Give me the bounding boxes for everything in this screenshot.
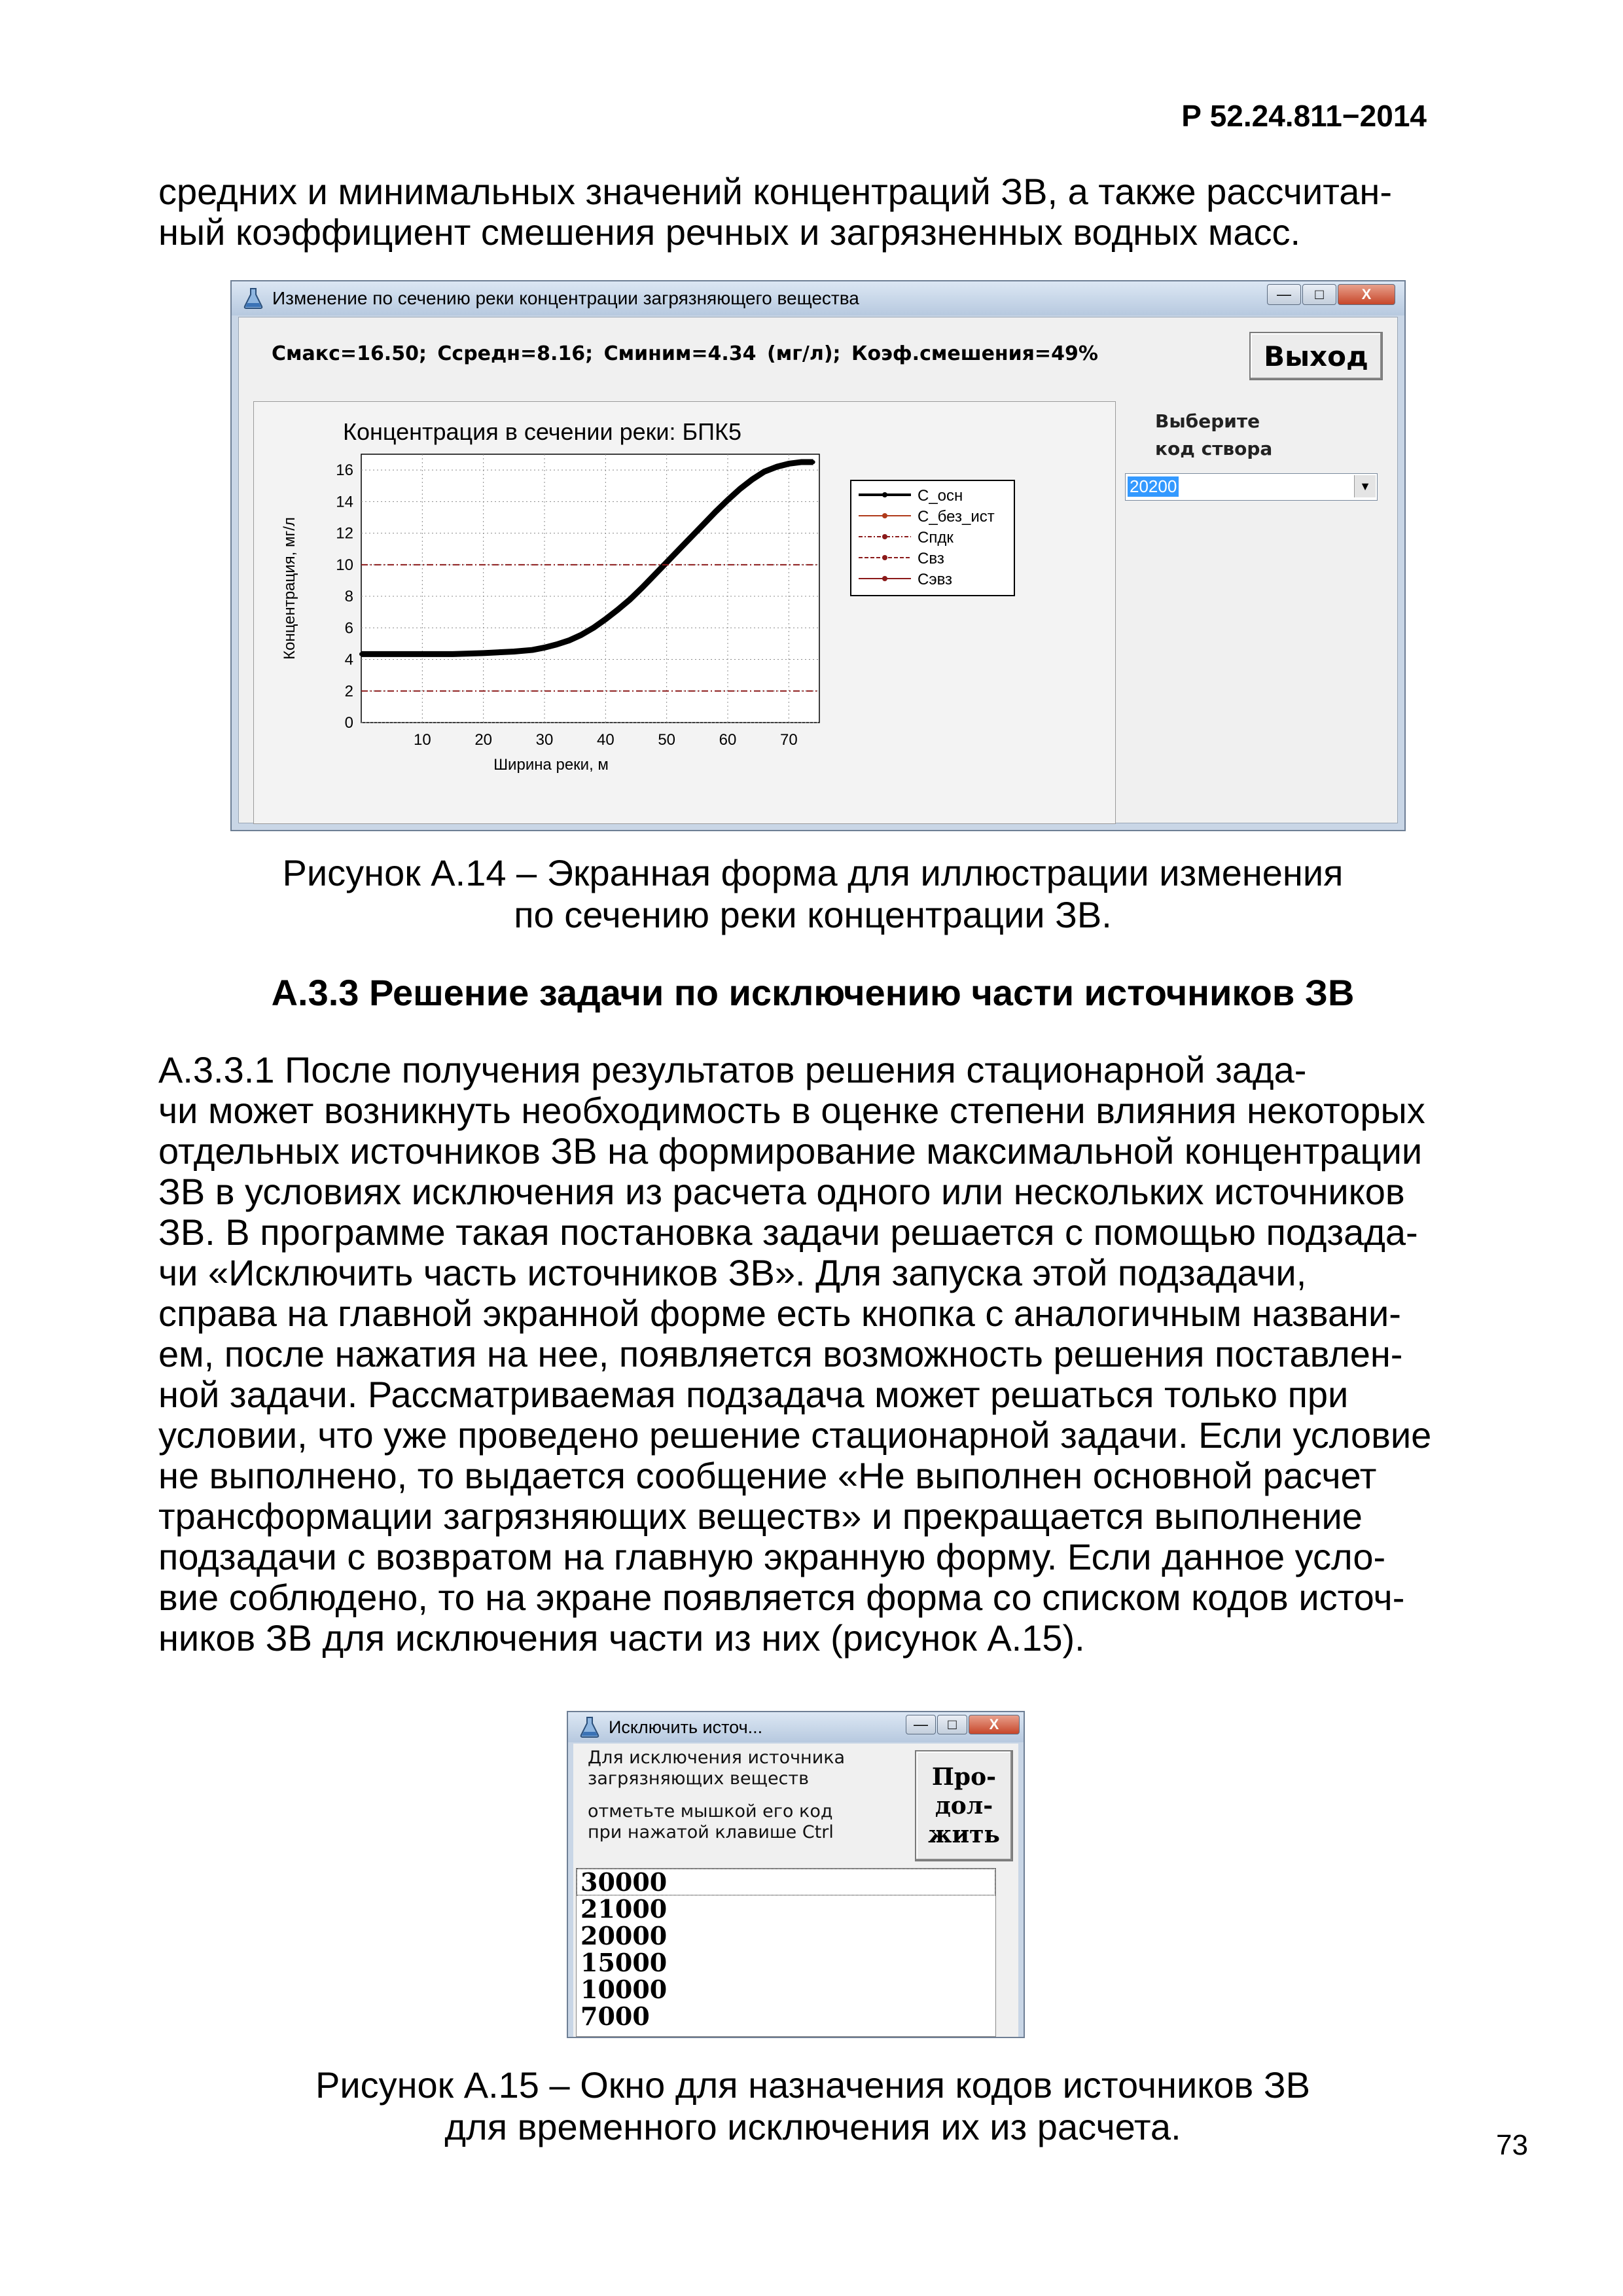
x-tick-label: 40 [596,731,615,749]
concentration-window [230,280,1406,831]
data-point [702,522,705,526]
instruction-line: Для исключения источника [588,1748,846,1768]
page-number: 73 [1496,2129,1528,2161]
intro-paragraph [158,171,1467,253]
y-tick-label: 14 [336,493,353,511]
minimize-button[interactable]: — [1267,284,1301,305]
source-code-item[interactable]: 21000 [580,1894,668,1924]
data-point [555,643,559,647]
data-point [451,652,455,656]
source-code-item[interactable]: 20000 [580,1921,668,1950]
instruction-line: отметьте мышкой его код [588,1801,833,1821]
x-tick-label: 20 [474,731,493,749]
stats-line: Смакс=16.50; Сcредн=8.16; Сминим=4.34 (мг/л); Коэф.смешения=49% [272,342,1098,365]
caption-line: Рисунок А.14 – Экранная форма для иллюстрации изменения [282,852,1344,893]
caption-line: по сечению реки концентрации ЗВ. [514,894,1112,935]
y-axis-label: Концентрация, мг/л [281,517,298,660]
x-tick-label: 60 [719,731,737,749]
minimize-button[interactable]: — [906,1715,936,1734]
continue-label: Про- [931,1763,997,1791]
plot-area [361,454,819,723]
data-point [390,652,394,656]
body-line: справа на главной экранной форме есть кнопка с аналогичным названи- [158,1293,1401,1334]
data-point [726,498,730,502]
window-title: Изменение по сечению реки концентрации загрязняющего вещества [272,288,859,308]
body-line: не выполнено, то выдается сообщение «Не выполнен основной расчет [158,1455,1377,1496]
body-paragraph [158,1050,1467,1659]
data-point [640,586,644,590]
body-line: подзадачи с возвратом на главную экранную форму. Если данное усло- [158,1536,1386,1577]
body-line: чи может возникнуть необходимость в оценке степени влияния некоторых [158,1090,1425,1131]
data-point [775,465,779,469]
data-point [762,470,766,474]
chart-panel [253,401,1116,824]
y-tick-label: 6 [344,619,353,637]
combobox-value: 20200 [1128,476,1179,497]
data-point [530,648,534,652]
chevron-down-icon[interactable]: ▼ [1354,475,1376,497]
data-point [616,608,620,612]
data-point [689,535,693,539]
figure-15-caption [158,2064,1467,2148]
data-point [592,626,596,630]
instruction-line: загрязняющих веществ [588,1768,810,1789]
window-titlebar[interactable] [568,1712,1024,1742]
legend-marker [882,555,887,560]
continue-label: дол- [935,1792,993,1820]
close-button[interactable]: X [969,1715,1020,1734]
select-label-line: код створа [1155,438,1273,459]
x-tick-label: 30 [535,731,554,749]
flask-icon [580,1716,599,1738]
legend-label: Сэвз [918,571,953,588]
y-tick-label: 4 [344,651,353,669]
select-label-line: Выберите [1155,410,1260,432]
data-point [420,652,424,656]
chart-title: Концентрация в сечении реки: БПК5 [343,418,741,445]
continue-button[interactable] [915,1750,1013,1861]
maximize-button[interactable]: □ [1302,284,1336,305]
source-code-list[interactable] [576,1868,996,2037]
y-tick-label: 2 [344,682,353,700]
figure-14-caption [158,852,1467,936]
legend-marker [882,576,887,581]
instruction-text [588,1748,845,1789]
body-line: чи «Исключить часть источников ЗВ». Для запуска этой подзадачи, [158,1252,1307,1293]
instruction-text [588,1801,834,1843]
body-line: условии, что уже проведено решение стационарной задачи. Если условие [158,1414,1432,1456]
legend-label: Спдк [918,529,954,547]
data-point [665,560,669,564]
source-code-item[interactable]: 7000 [580,2001,650,2031]
y-tick-label: 10 [336,556,353,574]
body-line: вие соблюдено, то на экране появляется форма со списком кодов источ- [158,1577,1405,1618]
y-tick-label: 0 [344,714,353,732]
data-point [750,478,754,482]
exit-button[interactable]: Выход [1249,332,1383,380]
legend-label: Свз [918,550,944,567]
data-point [812,460,815,464]
body-line: ЗВ в условиях исключения из расчета одного или нескольких источников [158,1171,1405,1212]
section-heading: А.3.3 Решение задачи по исключению части источников ЗВ [271,972,1355,1013]
window-client [238,317,1398,823]
data-point [713,510,717,514]
legend-label: C_без_ист [918,508,995,526]
document-code: Р 52.24.811−2014 [1181,99,1427,133]
source-code-item[interactable]: 10000 [580,1975,668,2004]
data-point [482,651,486,655]
y-tick-label: 16 [336,461,353,480]
body-line: А.3.3.1 После получения результатов решения стационарной зада- [158,1049,1307,1090]
caption-line: Рисунок А.15 – Окно для назначения кодов источников ЗВ [315,2064,1311,2106]
flask-icon [243,287,263,310]
exclude-sources-window [567,1711,1025,2038]
legend-marker [882,534,887,539]
body-line: ЗВ. В программе такая постановка задачи решается с помощью подзада- [158,1211,1418,1253]
body-line: ем, после нажатия на нее, появляется возможность решения поставлен- [158,1333,1403,1374]
legend-marker [882,492,887,497]
data-point [512,649,516,653]
window-client [573,1744,1018,2037]
y-tick-label: 8 [344,588,353,606]
body-line: ников ЗВ для исключения части из них (рисунок А.15). [158,1617,1085,1659]
body-line: отдельных источников ЗВ на формирование максимальной концентрации [158,1130,1423,1172]
data-point [628,598,632,601]
data-point [652,573,656,577]
x-tick-label: 10 [413,731,431,749]
data-point [799,460,803,464]
station-code-combobox[interactable] [1125,473,1378,501]
close-button[interactable]: X [1338,284,1395,305]
maximize-button[interactable]: □ [937,1715,967,1734]
instruction-line: при нажатой клавише Ctrl [588,1822,834,1842]
caption-line: для временного исключения их из расчета. [444,2106,1181,2147]
concentration-chart [254,402,1115,823]
y-tick-label: 12 [336,524,353,543]
data-point [738,487,742,491]
legend-marker [882,513,887,518]
select-label [1155,408,1272,463]
data-point [567,639,571,643]
data-point [603,617,607,621]
window-title: Исключить источ... [609,1717,763,1737]
window-titlebar[interactable] [232,281,1404,315]
source-code-item[interactable]: 30000 [577,1869,995,1895]
legend-label: C_осн [918,487,963,505]
data-point [787,461,791,465]
continue-label: жить [928,1821,1000,1848]
x-axis-label: Ширина реки, м [493,756,609,774]
intro-line: ный коэффициент смешения речных и загрязненных водных масс. [158,211,1301,253]
x-tick-label: 70 [779,731,798,749]
data-point [677,548,681,552]
x-tick-label: 50 [658,731,676,749]
body-line: ной задачи. Рассматриваемая подзадача может решаться только при [158,1374,1349,1415]
data-point [543,645,546,649]
data-point [579,633,583,637]
body-line: трансформации загрязняющих веществ» и прекращается выполнение [158,1496,1363,1537]
data-point [359,652,363,656]
source-code-item[interactable]: 15000 [580,1948,668,1977]
intro-line: средних и минимальных значений концентраций ЗВ, а также рассчитан- [158,171,1392,212]
